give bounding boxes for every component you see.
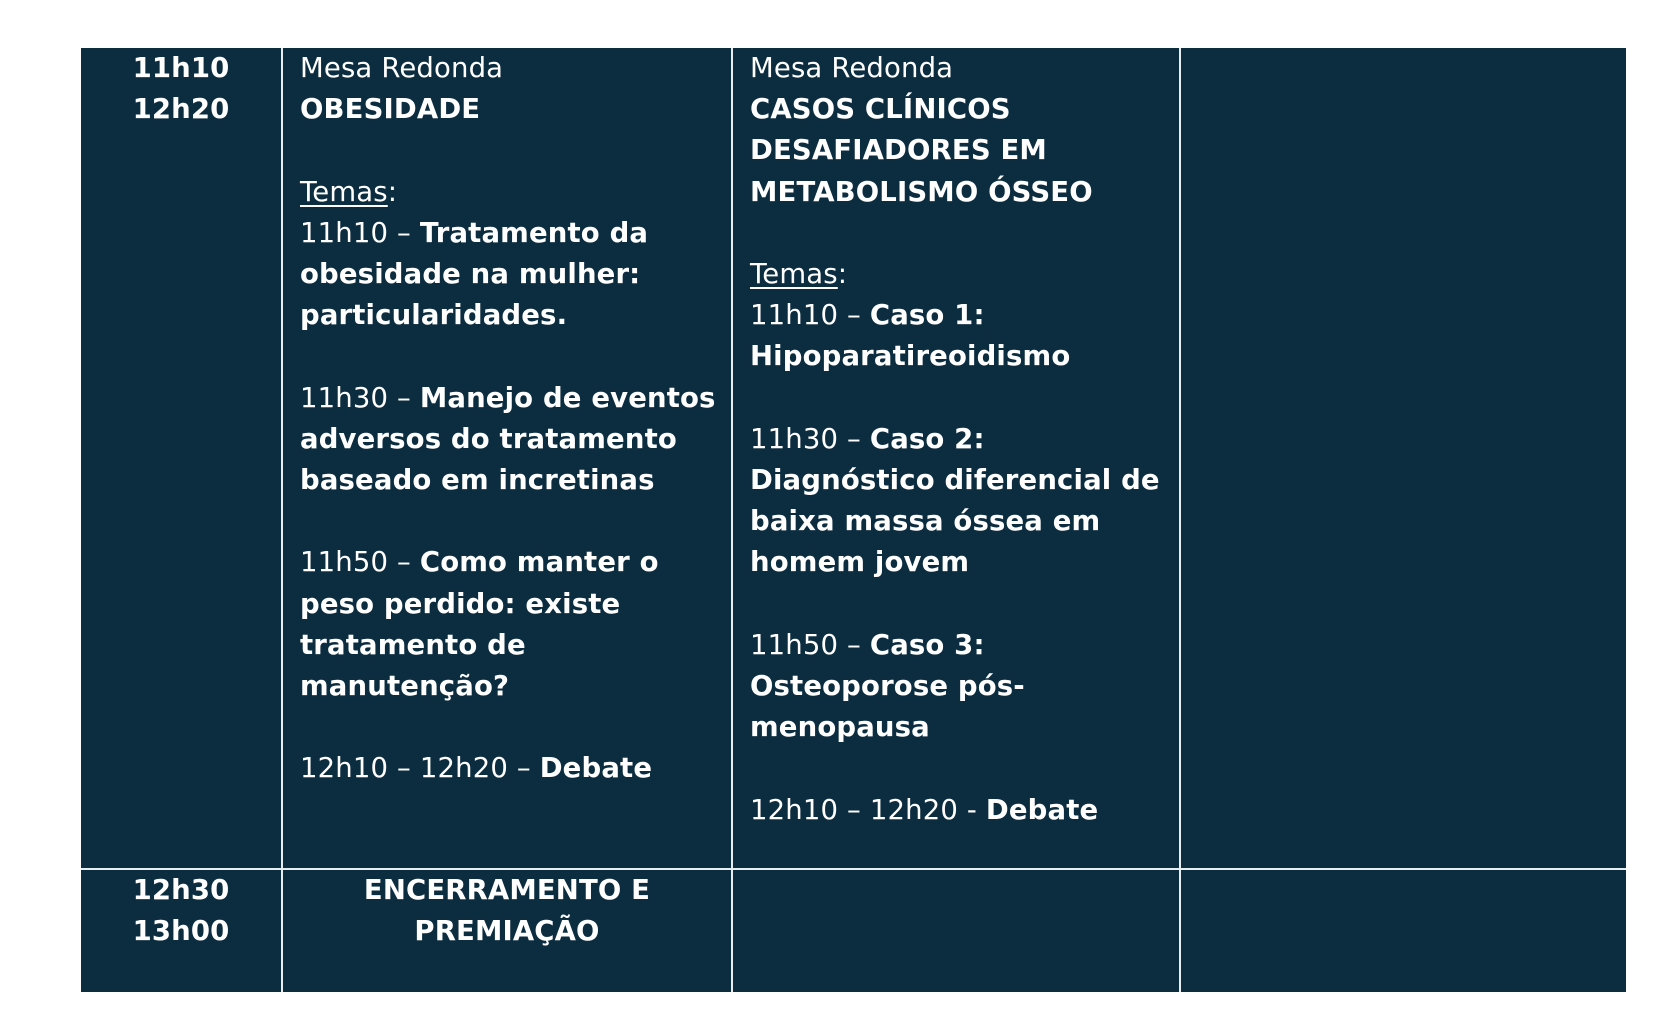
themes-label: Temas [750,258,838,290]
debate-line [750,790,1178,831]
session-type: Mesa Redonda [300,52,504,84]
debate-label: Debate [539,752,653,785]
topic-text: Caso 2: [869,422,985,455]
topic-text: adversos do tratamento [300,422,677,455]
topic-text: particularidades. [300,299,568,332]
schedule-table [81,48,1626,992]
session-obesidade [300,48,730,790]
topic-text: Manejo de eventos [419,381,716,414]
time-end: 12h20 [132,93,230,126]
spacer [300,707,730,748]
spacer [300,501,730,542]
debate-time: 12h10 – 12h20 - [750,793,986,826]
event-line: ENCERRAMENTO E [363,874,651,906]
spacer [750,584,1178,625]
session-casos-clinicos [750,48,1178,831]
time-cell-row-2 [81,870,281,952]
spacer [750,378,1178,419]
topic-text: Caso 1: [869,299,985,332]
column-divider [731,48,733,992]
spacer [300,130,730,171]
debate-time: 12h10 – 12h20 – [300,752,540,785]
case-1 [750,295,1178,377]
topic-line [750,625,1178,666]
topic-text: obesidade na mulher: [300,258,641,290]
topic-3 [300,542,730,707]
topic-text: manutenção? [300,670,510,702]
session-title: DESAFIADORES EM [750,134,1047,167]
topic-text: Tratamento da [419,216,649,249]
topic-line [300,542,730,583]
topic-time: 11h10 – [750,299,870,332]
time-cell-row-1 [81,48,281,130]
topic-time: 11h50 – [750,628,870,661]
case-2 [750,419,1178,584]
topic-text: Caso 3: [869,628,985,661]
spacer [750,213,1178,254]
spacer [750,748,1178,789]
topic-time: 11h30 – [750,422,870,455]
topic-text: peso perdido: existe [300,587,621,620]
topic-time: 11h30 – [300,381,420,414]
debate-label: Debate [985,793,1099,826]
column-divider [1179,48,1181,992]
topic-1 [300,213,730,337]
themes-heading [750,254,1178,295]
topic-line [750,295,1178,336]
topic-text: Hipoparatireoidismo [750,340,1071,373]
column-divider [281,48,283,992]
closing-event [283,870,731,952]
session-title: CASOS CLÍNICOS [750,93,1011,126]
time-start: 12h30 [132,874,230,906]
themes-label: Temas [300,175,388,208]
topic-time: 11h10 – [300,216,420,249]
topic-text: menopausa [750,711,930,744]
event-line: PREMIAÇÃO [414,915,600,948]
themes-colon: : [837,258,848,290]
time-end: 13h00 [132,915,230,948]
topic-line [750,419,1178,460]
debate-line [300,748,730,789]
themes-heading [300,172,730,213]
topic-text: Como manter o [419,546,659,579]
case-3 [750,625,1178,749]
spacer [300,336,730,377]
topic-text: baixa massa óssea em [750,505,1101,538]
topic-line [300,213,730,254]
session-type: Mesa Redonda [750,52,954,84]
topic-text: tratamento de [300,628,526,661]
themes-colon: : [387,175,398,208]
session-title: OBESIDADE [300,93,481,126]
topic-text: baseado em incretinas [300,464,655,496]
topic-text: homem jovem [750,546,970,579]
time-start: 11h10 [132,52,230,84]
topic-text: Diagnóstico diferencial de [750,464,1160,496]
topic-line [300,378,730,419]
topic-time: 11h50 – [300,546,420,579]
topic-text: Osteoporose pós- [750,670,1025,702]
session-title: METABOLISMO ÓSSEO [750,175,1093,208]
topic-2 [300,378,730,502]
